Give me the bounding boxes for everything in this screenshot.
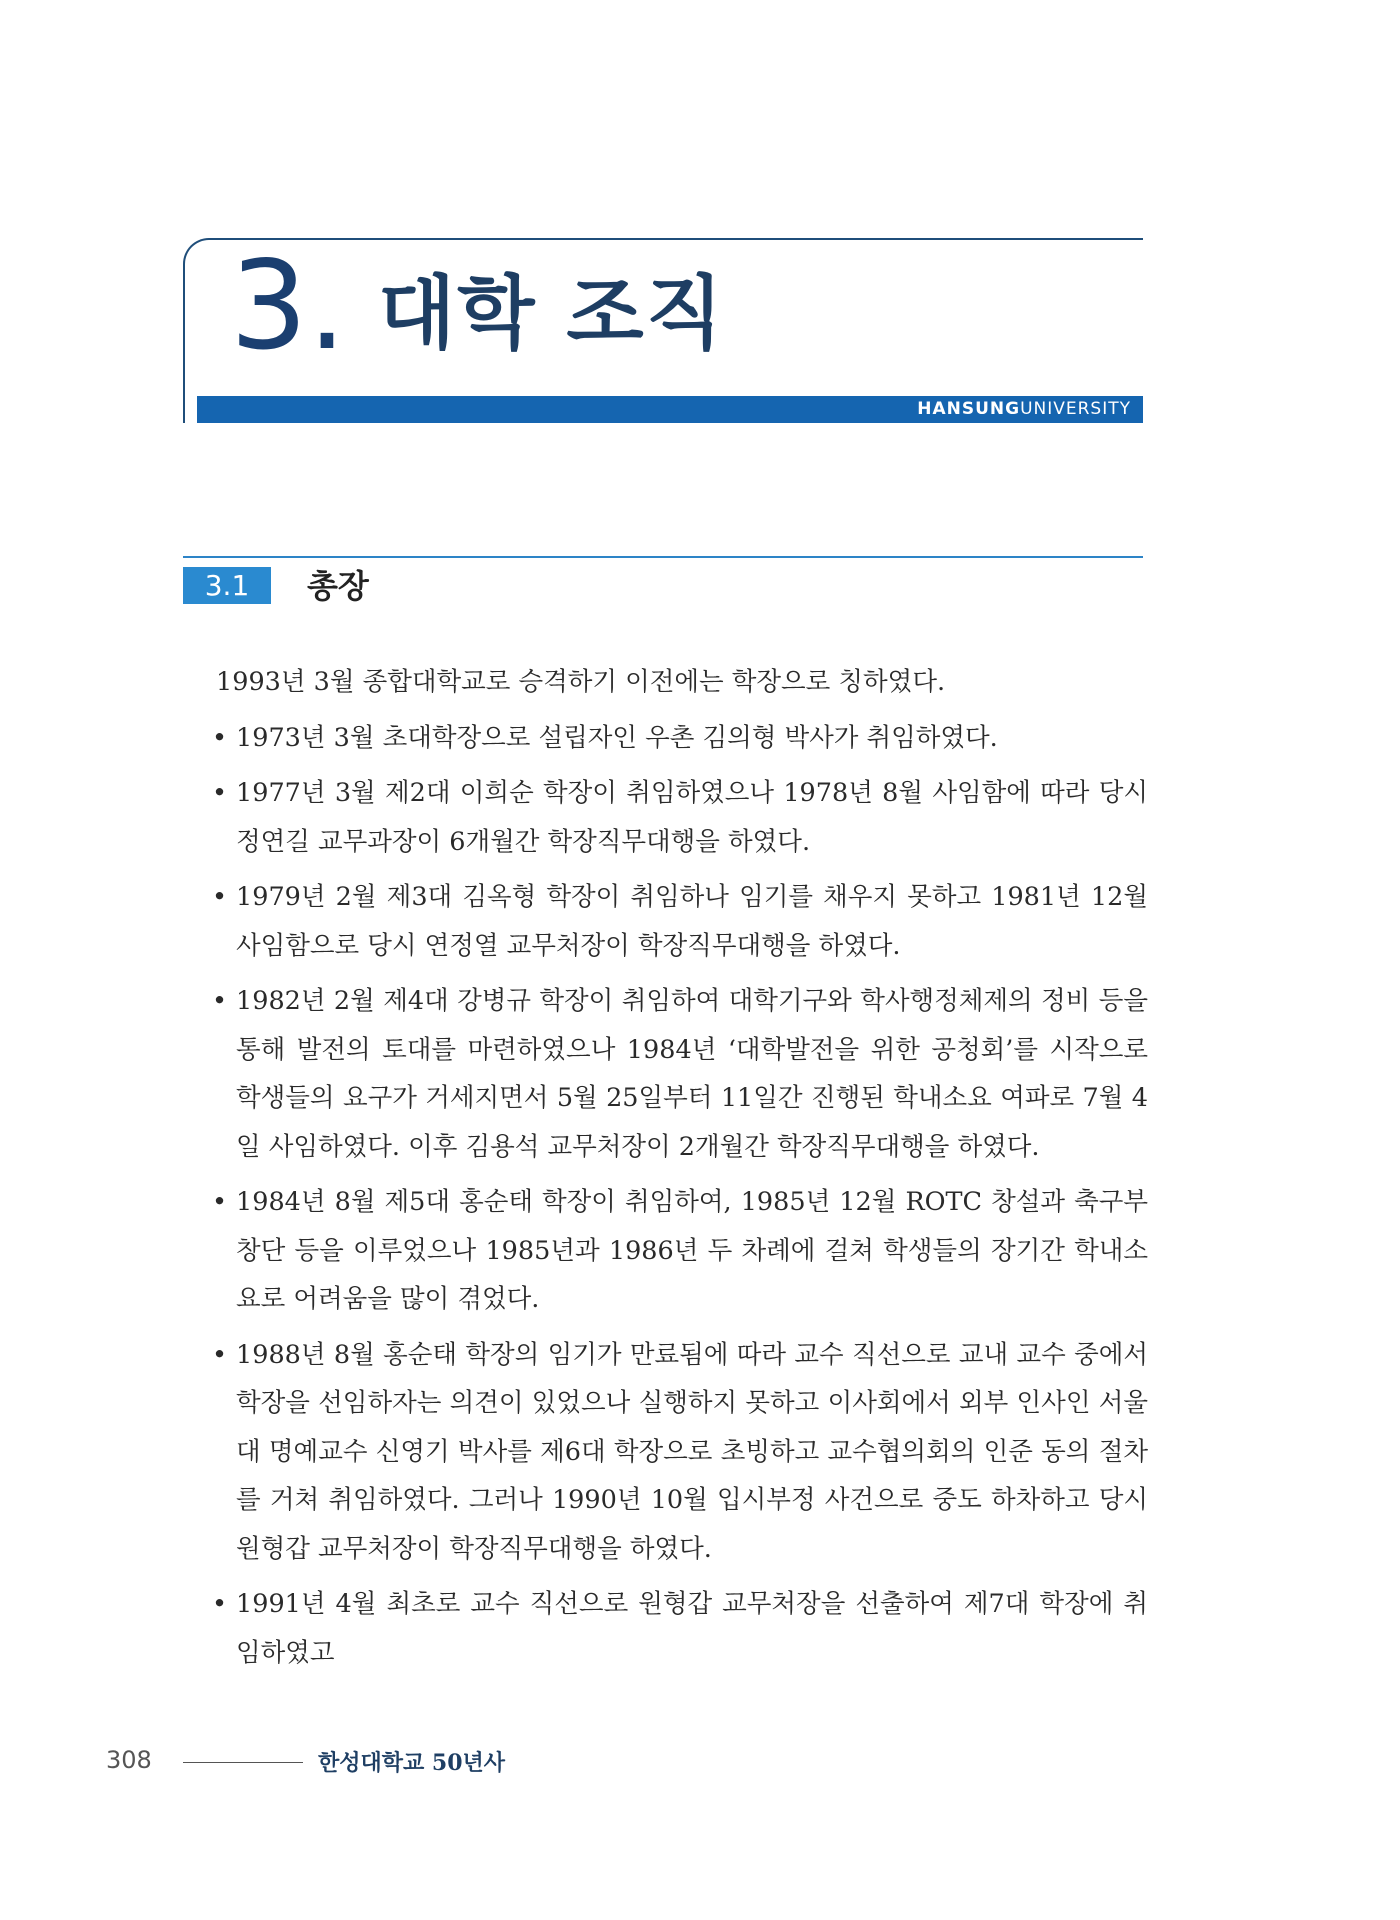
list-item-text: 1988년 8월 홍순태 학장의 임기가 만료됨에 따라 교수 직선으로 교내 교수 중에서 학장을 선임하자는 의견이 있었으나 실행하지 못하고 이사회에서 외부 인사인 서울대 명예교수 신영기 박사를 제6대 학장으로 초빙하고 교수협의회의 인준 동의 절차를 거쳐 취임하였다. 그러나 1990년 10월 입시부정 사건으로 중도 하차하고 당시 원형갑 교무처장이 학장직무대행을 하였다. [236, 1339, 1148, 1564]
list-item-text: 1977년 3월 제2대 이희순 학장이 취임하였으나 1978년 8월 사임함에 따라 당시 정연길 교무과장이 6개월간 학장직무대행을 하였다. [236, 778, 1148, 857]
list-item [210, 873, 1148, 970]
list-item-text: 1982년 2월 제4대 강병규 학장이 취임하여 대학기구와 학사행정체제의 정비 등을 통해 발전의 토대를 마련하였으나 1984년 ‘대학발전을 위한 공청회’를 시작으로 학생들의 요구가 거세지면서 5월 25일부터 11일간 진행된 학내소요 여파로 7월 4일 사임하였다. 이후 김용석 교무처장이 2개월간 학장직무대행을 하였다. [236, 986, 1148, 1162]
brand-name-strong: HANSUNG [917, 399, 1021, 419]
list-item-text: 1984년 8월 제5대 홍순태 학장이 취임하여, 1985년 12월 ROTC 창설과 축구부 창단 등을 이루었으나 1985년과 1986년 두 차례에 걸쳐 학생들의 장기간 학내소요로 어려움을 많이 겪었다. [236, 1187, 1148, 1314]
footer-rule [183, 1762, 303, 1763]
list-item-text: 1973년 3월 초대학장으로 설립자인 우촌 김의형 박사가 취임하였다. [236, 722, 998, 753]
list-item [210, 977, 1148, 1171]
bullet-icon: • [212, 882, 228, 912]
brand-name-light: UNIVERSITY [1020, 399, 1131, 419]
brand-logo-text [917, 400, 1131, 419]
list-item [210, 1178, 1148, 1324]
list-item [210, 1331, 1148, 1574]
chapter-title: 대학 조직 [378, 266, 725, 360]
bullet-icon: • [212, 1589, 228, 1619]
list-item [210, 714, 1148, 763]
list-item [210, 769, 1148, 866]
section-title: 총장 [307, 567, 369, 605]
page-number: 308 [106, 1746, 152, 1774]
body-text [210, 658, 1148, 1684]
footer-book-title: 한성대학교 50년사 [318, 1750, 506, 1776]
intro-paragraph: 1993년 3월 종합대학교로 승격하기 이전에는 학장으로 칭하였다. [216, 667, 946, 697]
section-number-badge: 3.1 [183, 567, 271, 604]
list-item-text: 1991년 4월 최초로 교수 직선으로 원형갑 교무처장을 선출하여 제7대 학장에 취임하였고 [236, 1589, 1148, 1668]
bullet-icon: • [212, 778, 228, 808]
section-rule [183, 556, 1143, 558]
chapter-number: 3. [230, 235, 347, 377]
bullet-icon: • [212, 722, 228, 753]
brand-bar [197, 396, 1143, 423]
list-item [210, 1580, 1148, 1677]
list-item-text: 1979년 2월 제3대 김옥형 학장이 취임하나 임기를 채우지 못하고 1981년 12월 사임함으로 당시 연정열 교무처장이 학장직무대행을 하였다. [236, 882, 1148, 961]
bullet-icon: • [212, 1339, 228, 1370]
bullet-icon: • [212, 1187, 228, 1217]
bullet-icon: • [212, 986, 228, 1016]
